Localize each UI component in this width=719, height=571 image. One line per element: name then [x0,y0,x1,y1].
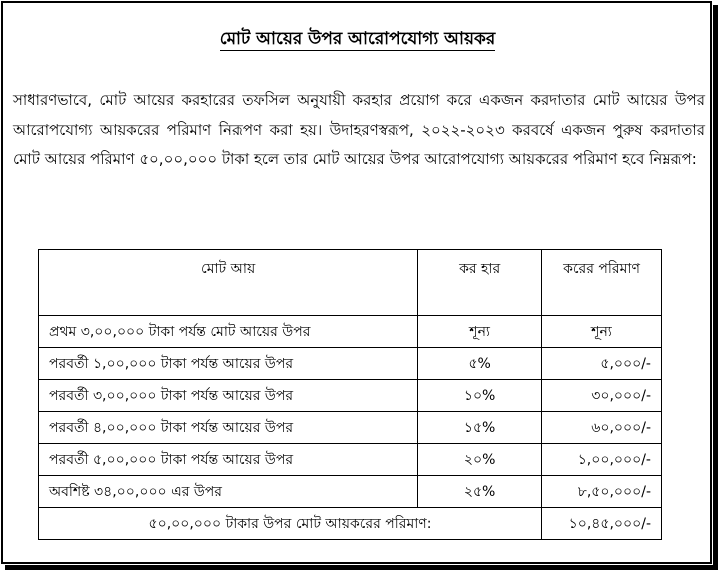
table-row [39,348,662,380]
row-income: পরবর্তী ৩,০০,০০০ টাকা পর্যন্ত আয়ের উপর [39,380,418,412]
document-title-text: মোট আয়ের উপর আরোপযোগ্য আয়কর [219,29,496,49]
header-total-income: মোট আয় [39,250,418,316]
row-amount: ৩০,০০০/- [542,380,662,412]
row-amount: ৫,০০০/- [542,348,662,380]
document-title [0,28,715,50]
row-income: অবশিষ্ট ৩৪,০০,০০০ এর উপর [39,476,418,508]
table-row [39,444,662,476]
row-rate: শূন্য [418,316,542,348]
frame-shadow-bottom [5,565,718,570]
row-income: পরবর্তী ৪,০০,০০০ টাকা পর্যন্ত আয়ের উপর [39,412,418,444]
row-rate: ৫% [418,348,542,380]
frame-shadow-right [713,5,718,570]
row-rate: ১৫% [418,412,542,444]
table-row [39,476,662,508]
total-label: ৫০,০০,০০০ টাকার উপর মোট আয়করের পরিমাণ: [39,508,542,540]
row-amount: ৮,৫০,০০০/- [542,476,662,508]
header-tax-rate: কর হার [418,250,542,316]
row-rate: ২০% [418,444,542,476]
row-income: প্রথম ৩,০০,০০০ টাকা পর্যন্ত মোট আয়ের উপর [39,316,418,348]
table-header-row [39,250,662,316]
row-income: পরবর্তী ১,০০,০০০ টাকা পর্যন্ত আয়ের উপর [39,348,418,380]
row-income: পরবর্তী ৫,০০,০০০ টাকা পর্যন্ত আয়ের উপর [39,444,418,476]
table-row [39,412,662,444]
intro-paragraph: সাধারণভাবে, মোট আয়ের করহারের তফসিল অনুযায়ী করহার প্রয়োগ করে একজন করদাতার মোট আয়ের উপর আরোপযোগ্য আয়করের পরিমাণ নিরূপণ করা হয়। উদাহরণস্বরূপ, ২০২২-২০২৩ করবর্ষে একজন পুরুষ করদাতার মোট আয়ের পরিমাণ ৫০,০০,০০০ টাকা হলে তার মোট আয়ের উপর আরোপযোগ্য আয়করের পরিমাণ হবে নিম্নরূপ: [13,91,705,168]
tax-table [38,249,662,540]
header-tax-amount: করের পরিমাণ [542,250,662,316]
table-row [39,316,662,348]
table-row [39,380,662,412]
row-amount: ১,০০,০০০/- [542,444,662,476]
row-amount: শূন্য [542,316,662,348]
total-value: ১০,৪৫,০০০/- [542,508,662,540]
table-total-row [39,508,662,540]
row-rate: ১০% [418,380,542,412]
row-rate: ২৫% [418,476,542,508]
row-amount: ৬০,০০০/- [542,412,662,444]
